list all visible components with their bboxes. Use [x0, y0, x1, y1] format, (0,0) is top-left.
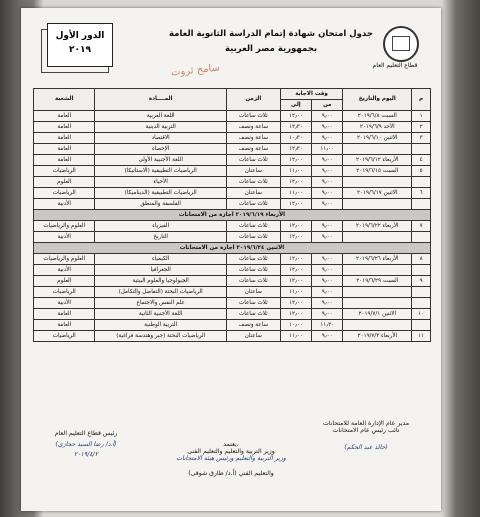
badge-round: الدور الأول: [55, 31, 105, 41]
table-row: [34, 298, 431, 309]
cell-to: ١٢٫٣٠: [280, 122, 311, 133]
table-row: [34, 331, 431, 342]
cell-subject: التربية الدينية: [95, 122, 226, 133]
cell-duration: ثلاث ساعات: [226, 298, 280, 309]
badge-year: ٢٠١٩: [69, 45, 91, 55]
sheet-header: [21, 8, 441, 88]
sig-center-4: والتعليم الفني (أ.د/ طارق شوقى): [188, 470, 274, 477]
notice-row: [34, 210, 431, 221]
cell-specialty: العلوم والرياضيات: [34, 221, 95, 232]
cell-duration: ثلاث ساعات: [226, 221, 280, 232]
cell-num: [412, 177, 431, 188]
table-row: [34, 287, 431, 298]
cell-subject: الرياضيات التطبيقية (الديناميكا): [95, 188, 226, 199]
cell-from: ١١٫٣٠: [312, 320, 343, 331]
cell-from: ٩٫٠٠: [312, 298, 343, 309]
cell-subject: الفلسفة والمنطق: [95, 199, 226, 210]
sig-center-1: يعتمد،: [223, 441, 239, 448]
cell-from: ٩٫٠٠: [312, 155, 343, 166]
cell-specialty: الأدبية: [34, 232, 95, 243]
cell-from: ٩٫٠٠: [312, 232, 343, 243]
cell-from: ٩٫٠٠: [312, 309, 343, 320]
cell-subject: الجيولوجيا والعلوم البيئية: [95, 276, 226, 287]
table-row: [34, 188, 431, 199]
cell-to: ١٢٫٠٠: [280, 155, 311, 166]
cell-from: ٩٫٠٠: [312, 287, 343, 298]
cell-from: ٩٫٠٠: [312, 133, 343, 144]
cell-from: ٩٫٠٠: [312, 111, 343, 122]
cell-to: ١٢٫٠٠: [280, 298, 311, 309]
cell-day-date: [343, 144, 412, 155]
col-to: إلى: [280, 100, 311, 111]
cell-duration: ساعة ونصف: [226, 320, 280, 331]
cell-specialty: العامة: [34, 133, 95, 144]
cell-to: ١٢٫٠٠: [280, 265, 311, 276]
cell-subject: الرياضيات البحتة (جبر وهندسة فراغية): [95, 331, 226, 342]
cell-to: ١٢٫٠٠: [280, 309, 311, 320]
cell-num: [412, 320, 431, 331]
col-duration: الزمن: [226, 89, 280, 111]
cell-specialty: الرياضيات: [34, 188, 95, 199]
notice-text: الأربعاء ٢٠١٩/٦/١٩ اجازة من الامتحانات: [34, 210, 431, 221]
table-row: [34, 265, 431, 276]
table-row: [34, 221, 431, 232]
cell-duration: ثلاث ساعات: [226, 232, 280, 243]
cell-specialty: العلوم والرياضيات: [34, 254, 95, 265]
cell-to: ١٢٫٣٠: [280, 144, 311, 155]
cell-from: ٩٫٠٠: [312, 276, 343, 287]
cell-specialty: العامة: [34, 155, 95, 166]
cell-to: ١١٫٠٠: [280, 166, 311, 177]
cell-specialty: العامة: [34, 122, 95, 133]
cell-to: ١٢٫٠٠: [280, 232, 311, 243]
cell-specialty: العامة: [34, 144, 95, 155]
col-from: من: [312, 100, 343, 111]
cell-duration: ثلاث ساعات: [226, 309, 280, 320]
cell-duration: ساعة ونصف: [226, 144, 280, 155]
cell-subject: علم النفس والاجتماع: [95, 298, 226, 309]
cell-day-date: السبت ٢٠١٩/٦/٨: [343, 111, 412, 122]
cell-to: ١٢٫٠٠: [280, 111, 311, 122]
cell-duration: ثلاث ساعات: [226, 111, 280, 122]
cell-day-date: [343, 199, 412, 210]
cell-from: ٩٫٠٠: [312, 254, 343, 265]
cell-from: ٩٫٠٠: [312, 177, 343, 188]
table-row: [34, 166, 431, 177]
cell-day-date: [343, 287, 412, 298]
cell-subject: الأحياء: [95, 177, 226, 188]
cell-num: ١٠: [412, 309, 431, 320]
cell-specialty: الرياضيات: [34, 287, 95, 298]
notice-text: الاثنين ٢٠١٩/٦/٢٤ اجازة من الامتحانات: [34, 243, 431, 254]
sig-center-3: وزير التربية والتعليم ورئيس هيئة الامتحانات: [176, 455, 286, 462]
page-title: جدول امتحان شهادة إتمام الدراسة الثانوية العامة: [169, 29, 373, 39]
table-row: [34, 122, 431, 133]
cell-day-date: [343, 320, 412, 331]
cell-duration: ثلاث ساعات: [226, 254, 280, 265]
cell-to: ١٢٫٠٠: [280, 221, 311, 232]
cell-from: ١١٫٠٠: [312, 144, 343, 155]
cell-duration: ثلاث ساعات: [226, 265, 280, 276]
signature-right: [296, 420, 436, 451]
col-specialty: الشعبة: [34, 89, 95, 111]
cell-specialty: الأدبية: [34, 298, 95, 309]
cell-to: ١٠٫٠٠: [280, 320, 311, 331]
col-num: م: [412, 89, 431, 111]
col-time: وقت الاجابة: [280, 89, 343, 100]
cell-subject: التربية الوطنية: [95, 320, 226, 331]
sig-right-name: (خالد عبد الحكم): [344, 444, 388, 451]
cell-num: [412, 144, 431, 155]
cell-duration: ساعتان: [226, 166, 280, 177]
cell-from: ٩٫٠٠: [312, 188, 343, 199]
cell-num: [412, 232, 431, 243]
table-row: [34, 133, 431, 144]
table-row: [34, 199, 431, 210]
cell-specialty: الأدبية: [34, 265, 95, 276]
cell-day-date: السبت ٢٠١٩/٦/١٥: [343, 166, 412, 177]
cell-num: ٩: [412, 276, 431, 287]
cell-duration: ساعة ونصف: [226, 133, 280, 144]
cell-num: ٧: [412, 221, 431, 232]
notice-row: [34, 243, 431, 254]
cell-day-date: الأربعاء ٢٠١٩/٦/١٢: [343, 155, 412, 166]
cell-day-date: الأربعاء ٢٠١٩/٦/٢٢: [343, 221, 412, 232]
cell-day-date: [343, 177, 412, 188]
cell-day-date: الاثنين ٢٠١٩/٧/١: [343, 309, 412, 320]
cell-num: ١١: [412, 331, 431, 342]
cell-day-date: الأربعاء ٢٠١٩/٦/٢٦: [343, 254, 412, 265]
round-badge: [41, 23, 113, 73]
cell-to: ١٢٫٠٠: [280, 276, 311, 287]
cell-duration: ثلاث ساعات: [226, 177, 280, 188]
cell-subject: الاقتصاد: [95, 133, 226, 144]
cell-num: ٦: [412, 188, 431, 199]
page-subtitle: بجمهورية مصر العربية: [224, 44, 318, 54]
cell-to: ١٢٫٠٠: [280, 254, 311, 265]
ministry-label: قطاع التعليم العام: [372, 62, 418, 69]
table-row: [34, 155, 431, 166]
cell-subject: التاريخ: [95, 232, 226, 243]
cell-to: ١٢٫٠٠: [280, 177, 311, 188]
cell-from: ٩٫٠٠: [312, 122, 343, 133]
cell-subject: الرياضيات التطبيقية (الاستاتيكا): [95, 166, 226, 177]
sig-right-title2: نائب رئيس عام الامتحانات: [332, 427, 400, 434]
cell-duration: ثلاث ساعات: [226, 276, 280, 287]
cell-to: ١٢٫٠٠: [280, 199, 311, 210]
cell-day-date: الاثنين ٢٠١٩/٦/١٧: [343, 188, 412, 199]
sig-left-name: (أ.د/ رضا السيد حجازي): [55, 441, 117, 448]
schedule-body: [34, 111, 431, 342]
cell-specialty: العامة: [34, 320, 95, 331]
cell-from: ٩٫٠٠: [312, 265, 343, 276]
cell-duration: ثلاث ساعات: [226, 199, 280, 210]
table-row: [34, 232, 431, 243]
cell-specialty: العامة: [34, 111, 95, 122]
table-header-row: [34, 89, 431, 100]
cell-num: ١: [412, 111, 431, 122]
cell-num: ٣: [412, 133, 431, 144]
cell-subject: الجغرافيا: [95, 265, 226, 276]
sig-left-date: ٢٠١٩/٤/٢: [73, 451, 99, 458]
cell-num: ٤: [412, 155, 431, 166]
table-row: [34, 144, 431, 155]
cell-duration: ثلاث ساعات: [226, 155, 280, 166]
watermark: سامح ثروت: [170, 62, 221, 79]
cell-from: ٩٫٠٠: [312, 221, 343, 232]
cell-day-date: السبت ٢٠١٩/٦/٢٩: [343, 276, 412, 287]
table-row: [34, 276, 431, 287]
cell-specialty: الرياضيات: [34, 331, 95, 342]
sig-center-2: وزير التربية والتعليم والتعليم الفنى: [187, 448, 275, 455]
cell-subject: الفيزياء: [95, 221, 226, 232]
cell-num: [412, 199, 431, 210]
cell-specialty: العلوم: [34, 177, 95, 188]
ministry-logo-icon: [383, 26, 419, 62]
cell-duration: ساعة ونصف: [226, 122, 280, 133]
col-subject: المــــادة: [95, 89, 226, 111]
cell-subject: اللغة العربية: [95, 111, 226, 122]
cell-day-date: الأربعاء ٢٠١٩/٧/٣: [343, 331, 412, 342]
table-row: [34, 309, 431, 320]
table-row: [34, 254, 431, 265]
signature-center: [156, 441, 306, 477]
table-row: [34, 320, 431, 331]
sig-left-title: رئيس قطاع التعليم العام: [54, 430, 118, 437]
cell-to: ١٠٫٣٠: [280, 133, 311, 144]
table-row: [34, 111, 431, 122]
cell-day-date: الأحد ٢٠١٩/٦/٩: [343, 122, 412, 133]
cell-num: [412, 298, 431, 309]
signature-left: [31, 430, 141, 458]
cell-from: ٩٫٠٠: [312, 199, 343, 210]
cell-duration: ساعتان: [226, 188, 280, 199]
col-day-date: اليوم والتاريخ: [343, 89, 412, 111]
exam-schedule-sheet: [21, 8, 441, 511]
cell-day-date: [343, 265, 412, 276]
table-row: [34, 177, 431, 188]
cell-to: ١١٫٠٠: [280, 287, 311, 298]
cell-from: ٩٫٠٠: [312, 166, 343, 177]
cell-day-date: [343, 232, 412, 243]
cell-day-date: [343, 298, 412, 309]
cell-to: ١١٫٠٠: [280, 188, 311, 199]
cell-subject: اللغة الأجنبية الثانية: [95, 309, 226, 320]
cell-num: [412, 287, 431, 298]
cell-specialty: العامة: [34, 309, 95, 320]
cell-num: ٥: [412, 166, 431, 177]
cell-to: ١١٫٠٠: [280, 331, 311, 342]
cell-subject: الرياضيات البحتة (التفاضل والتكامل): [95, 287, 226, 298]
cell-num: [412, 265, 431, 276]
cell-duration: ساعتان: [226, 287, 280, 298]
cell-day-date: الاثنين ٢٠١٩/٦/١٠: [343, 133, 412, 144]
cell-specialty: الأدبية: [34, 199, 95, 210]
cell-num: ٢: [412, 122, 431, 133]
cell-duration: ساعتان: [226, 331, 280, 342]
cell-subject: الإحصاء: [95, 144, 226, 155]
cell-num: ٨: [412, 254, 431, 265]
cell-specialty: العلوم: [34, 276, 95, 287]
cell-specialty: الرياضيات: [34, 166, 95, 177]
cell-subject: اللغة الأجنبية الأولى: [95, 155, 226, 166]
sig-right-title1: مدير عام الإدارة العامة للامتحانات: [322, 420, 410, 427]
schedule-table: [33, 88, 431, 342]
cell-from: ٩٫٠٠: [312, 331, 343, 342]
cell-subject: الكيمياء: [95, 254, 226, 265]
